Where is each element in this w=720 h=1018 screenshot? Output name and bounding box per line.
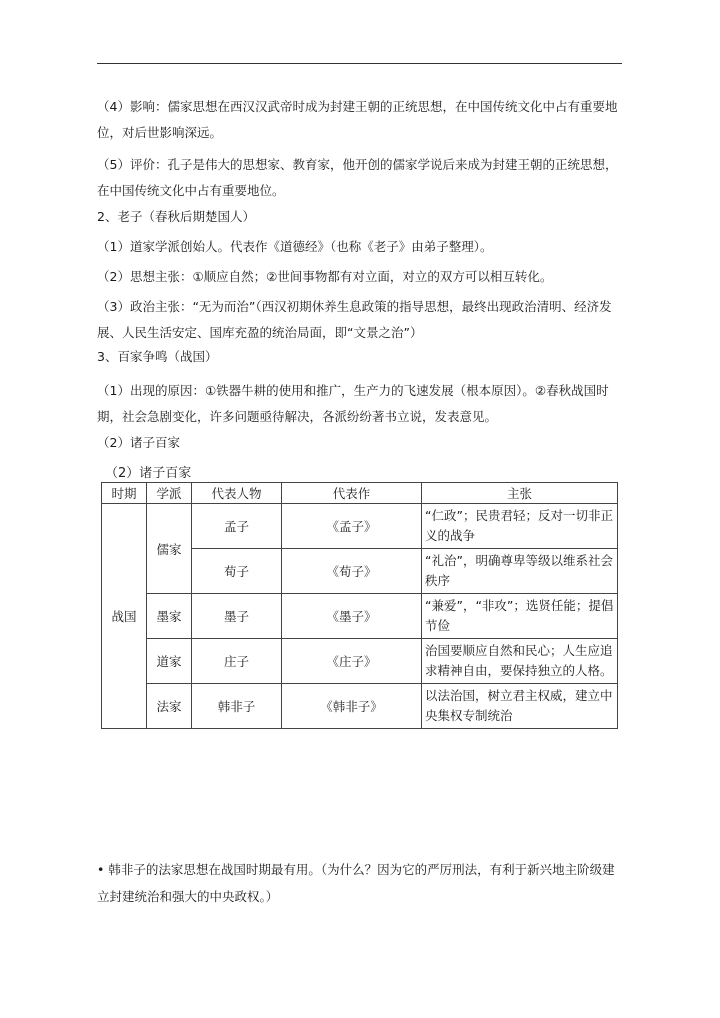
table-header-row [102,483,618,504]
view-cell: “兼爱”，“非攻”；选贤任能；提倡节俭 [422,594,618,639]
header-rule [97,63,622,64]
school-cell: 儒家 [147,504,192,594]
header-view: 主张 [422,483,618,504]
table-row [102,594,618,639]
person-cell: 庄子 [192,639,282,684]
paragraph-influence: （4）影响：儒家思想在西汉汉武帝时成为封建王朝的正统思想，在中国传统文化中占有重要地位，对后世影响深远。 [97,99,618,140]
header-person: 代表人物 [192,483,282,504]
school-cell: 道家 [147,639,192,684]
table-row [102,504,618,549]
period-cell: 战国 [102,504,147,729]
header-work: 代表作 [282,483,422,504]
view-cell: “仁政”；民贵君轻；反对一切非正义的战争 [422,504,618,549]
paragraph-evaluation: （5）评价：孔子是伟大的思想家、教育家，他开创的儒家学说后来成为封建王朝的正统思想，在中国传统文化中占有重要地位。 [97,157,618,198]
paragraph-laozi-thought: （2）思想主张：①顺应自然；②世间事物都有对立面，对立的双方可以相互转化。 [97,269,553,284]
view-cell: “礼治”，明确尊卑等级以维系社会秩序 [422,549,618,594]
work-cell: 《墨子》 [282,594,422,639]
school-cell: 墨家 [147,594,192,639]
person-cell: 韩非子 [192,684,282,729]
view-cell: 以法治国，树立君主权威，建立中央集权专制统治 [422,684,618,729]
person-cell: 荀子 [192,549,282,594]
header-school: 学派 [147,483,192,504]
person-cell: 墨子 [192,594,282,639]
paragraph-laozi-politics: （3）政治主张：“无为而治”（西汉初期休养生息政策的指导思想，最终出现政治清明、经济发展、人民生活安定、国库充盈的统治局面，即“文景之治”） [97,299,612,340]
heading-laozi: 2、老子（春秋后期楚国人） [97,209,255,224]
view-cell: 治国要顺应自然和民心；人生应追求精神自由，要保持独立的人格。 [422,639,618,684]
note-hanfeizi: • 韩非子的法家思想在战国时期最有用。（为什么？因为它的严厉刑法，有利于新兴地主阶级建立封建统治和强大的中央政权。） [97,862,615,904]
work-cell: 《荀子》 [282,549,422,594]
work-cell: 《孟子》 [282,504,422,549]
paragraph-causes: （1）出现的原因：①铁器牛耕的使用和推广，生产力的飞速发展（根本原因）。②春秋战国时期，社会急剧变化，许多问题亟待解决，各派纷纷著书立说，发表意见。 [97,383,609,424]
work-cell: 《韩非子》 [282,684,422,729]
table-caption: （2）诸子百家 [105,466,192,481]
table-row [102,684,618,729]
schools-table [101,482,618,729]
paragraph-schools-heading: （2）诸子百家 [97,435,180,450]
heading-hundred-schools: 3、百家争鸣（战国） [97,349,218,364]
school-cell: 法家 [147,684,192,729]
header-period: 时期 [102,483,147,504]
work-cell: 《庄子》 [282,639,422,684]
person-cell: 孟子 [192,504,282,549]
paragraph-laozi-founder: （1）道家学派创始人。代表作《道德经》（也称《老子》由弟子整理）。 [97,239,493,254]
table-row [102,639,618,684]
